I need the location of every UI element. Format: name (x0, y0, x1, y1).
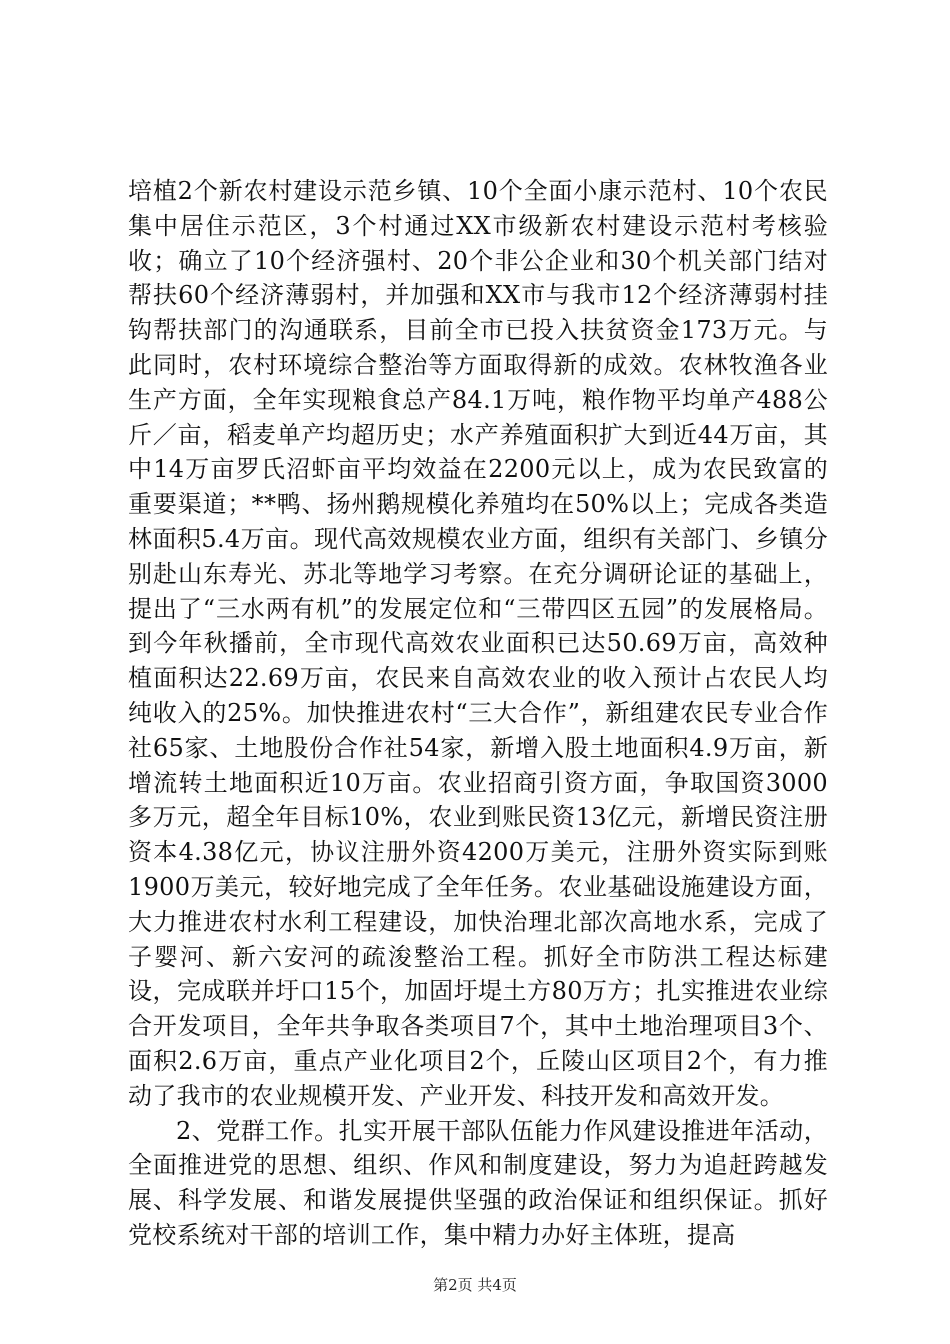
paragraph-party-work: 2、党群工作。扎实开展干部队伍能力作风建设推进年活动，全面推进党的思想、组织、作风和制度建设，努力为追赶跨越发展、科学发展、和谐发展提供坚强的政治保证和组织保证。抓好党校系统对干部的培训工作，集中精力办好主体班，提高 (128, 1116, 828, 1249)
body-text (128, 174, 828, 1253)
page-number-footer: 第2页 共4页 (433, 1276, 517, 1294)
paragraph-agriculture: 培植2个新农村建设示范乡镇、10个全面小康示范村、10个农民集中居住示范区，3个村通过XX市级新农村建设示范村考核验收；确立了10个经济强村、20个非公企业和30个机关部门结对帮扶60个经济薄弱村，并加强和XX市与我市12个经济薄弱村挂钩帮扶部门的沟通联系，目前全市已投入扶贫资金173万元。与此同时，农村环境综合整治等方面取得新的成效。农林牧渔各业生产方面，全年实现粮食总产84.1万吨，粮作物平均单产488公斤／亩，稻麦单产均超历史；水产养殖面积扩大到近44万亩，其中14万亩罗氏沼虾亩平均效益在2200元以上，成为农民致富的重要渠道；**鸭、扬州鹅规模化养殖均在50%以上；完成各类造林面积5.4万亩。现代高效规模农业方面，组织有关部门、乡镇分别赴山东寿光、苏北等地学习考察。在充分调研论证的基础上，提出了“三水两有机”的发展定位和“三带四区五园”的发展格局。到今年秋播前，全市现代高效农业面积已达50.69万亩，高效种植面积达22.69万亩，农民来自高效农业的收入预计占农民人均纯收入的25%。加快推进农村“三大合作”，新组建农民专业合作社65家、土地股份合作社54家，新增入股土地面积4.9万亩，新增流转土地面积近10万亩。农业招商引资方面，争取国资3000多万元，超全年目标10%，农业到账民资13亿元，新增民资注册资本4.38亿元，协议注册外资4200万美元，注册外资实际到账1900万美元，较好地完成了全年任务。农业基础设施建设方面，大力推进农村水利工程建设，加快治理北部次高地水系，完成了子婴河、新六安河的疏浚整治工程。抓好全市防洪工程达标建设，完成联并圩口15个，加固圩堤土方80万方；扎实推进农业综合开发项目，全年共争取各类项目7个，其中土地治理项目3个、面积2.6万亩，重点产业化项目2个，丘陵山区项目2个，有力推动了我市的农业规模开发、产业开发、科技开发和高效开发。 (128, 177, 828, 1110)
